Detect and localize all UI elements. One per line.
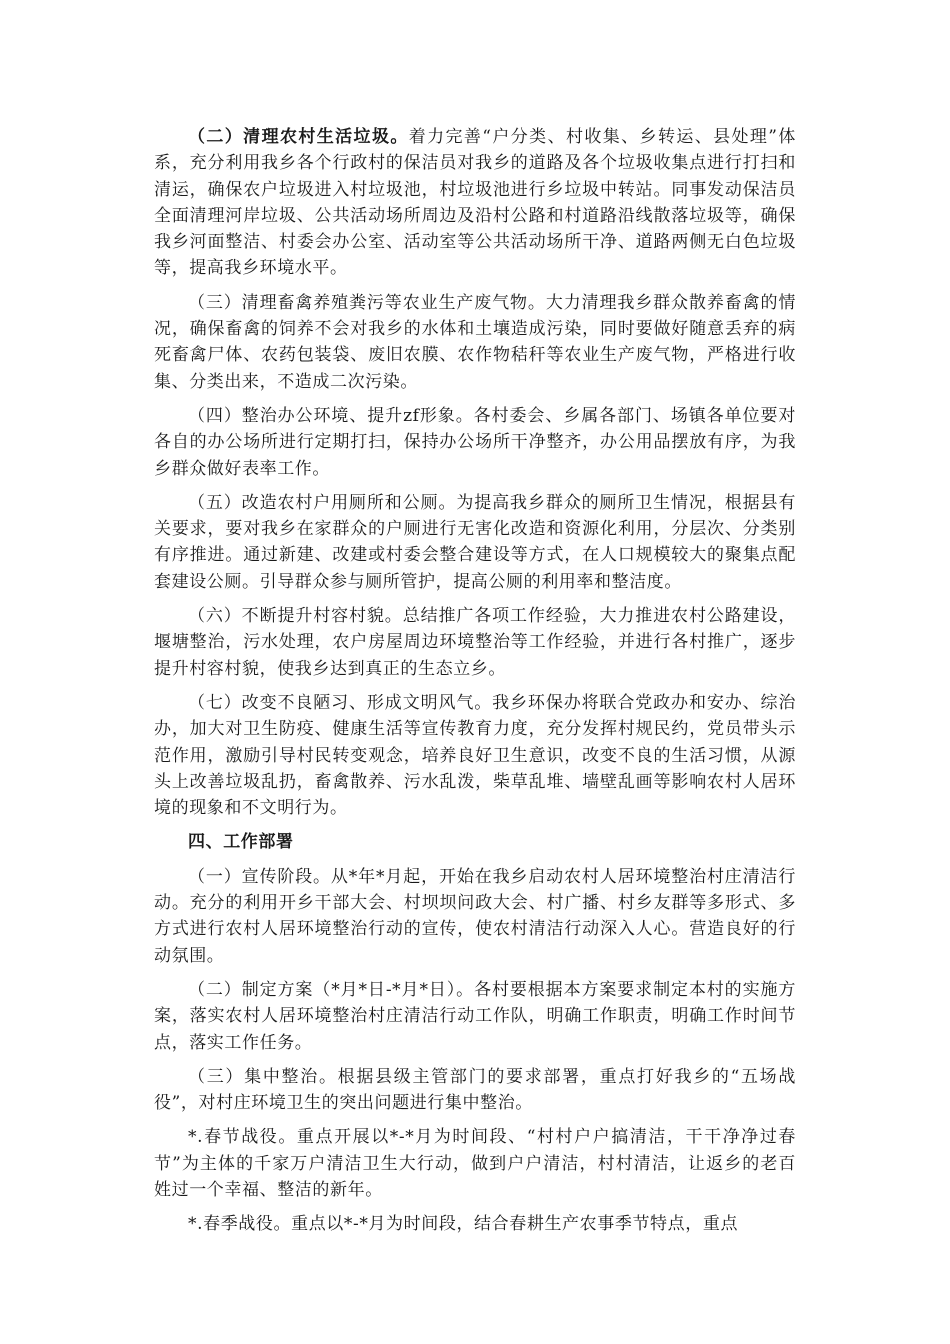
deploy-paragraph-4: *.春节战役。重点开展以*-*月为时间段、“村村户户搞清洁，干干净净过春节”为主体的千家万户清洁卫生大行动，做到户户清洁，村村清洁，让返乡的老百姓过一个幸福、整洁的新年。 <box>154 1127 796 1200</box>
paragraph-5: （五）改造农村户用厕所和公厕。为提高我乡群众的厕所卫生情况，根据县有关要求，要对我乡在家群众的户厕进行无害化改造和资源化利用，分层次、分类别有序推进。通过新建、改建或村委会整合建设等方式，在人口规模较大的聚集点配套建设公厕。引导群众参与厕所管护，提高公厕的利用率和整洁度。 <box>154 492 796 592</box>
paragraph-7: （七）改变不良陋习、形成文明风气。我乡环保办将联合党政办和安办、综治办，加大对卫生防疫、健康生活等宣传教育力度，充分发挥村规民约，党员带头示范作用，激励引导村民转变观念，培养良好卫生意识，改变不良的生活习惯，从源头上改善垃圾乱扔，畜禽散养、污水乱泼，柴草乱堆、墙壁乱画等影响农村人居环境的现象和不文明行为。 <box>154 692 796 819</box>
deploy-paragraph-3: （三）集中整治。根据县级主管部门的要求部署，重点打好我乡的“五场战役”，对村庄环境卫生的突出问题进行集中整治。 <box>154 1066 796 1114</box>
paragraph-3: （三）清理畜禽养殖粪污等农业生产废气物。大力清理我乡群众散养畜禽的情况，确保畜禽的饲养不会对我乡的水体和土壤造成污染，同时要做好随意丢弃的病死畜禽尸体、农药包装袋、废旧农膜、农作物秸秆等农业生产废气物，严格进行收集、分类出来，不造成二次污染。 <box>154 292 796 392</box>
paragraph-6: （六）不断提升村容村貌。总结推广各项工作经验，大力推进农村公路建设，堰塘整治，污水处理，农户房屋周边环境整治等工作经验，并进行各村推广，逐步提升村容村貌，使我乡达到真正的生态立乡。 <box>154 606 796 679</box>
section-heading: 四、工作部署 <box>188 832 294 853</box>
paragraph-2 <box>154 124 796 282</box>
paragraph-2-lead: （二）清理农村生活垃圾。 <box>188 127 409 147</box>
deploy-paragraph-5: *.春季战役。重点以*-*月为时间段，结合春耕生产农事季节特点，重点 <box>188 1214 739 1235</box>
deploy-paragraph-2: （二）制定方案（*月*日-*月*日）。各村要根据本方案要求制定本村的实施方案，落实农村人居环境整治村庄清洁行动工作队，明确工作职责，明确工作时间节点，落实工作任务。 <box>154 979 796 1053</box>
paragraph-4: （四）整治办公环境、提升zf形象。各村委会、乡属各部门、场镇各单位要对各自的办公场所进行定期打扫，保持办公场所干净整齐，办公用品摆放有序，为我乡群众做好表率工作。 <box>154 405 796 479</box>
paragraph-2-body: 着力完善“户分类、村收集、乡转运、县处理”体系，充分利用我乡各个行政村的保洁员对我乡的道路及各个垃圾收集点进行打扫和清运，确保农户垃圾进入村垃圾池，村垃圾池进行乡垃圾中转站。同事发动保洁员全面清理河岸垃圾、公共活动场所周边及沿村公路和村道路沿线散落垃圾等，确保我乡河面整洁、村委会办公室、活动室等公共活动场所干净、道路两侧无白色垃圾等，提高我乡环境水平。 <box>154 127 796 279</box>
deploy-paragraph-1: （一）宣传阶段。从*年*月起，开始在我乡启动农村人居环境整治村庄清洁行动。充分的利用开乡干部大会、村坝坝问政大会、村广播、村乡友群等多形式、多方式进行农村人居环境整治行动的宣传，使农村清洁行动深入人心。营造良好的行动氛围。 <box>154 866 796 966</box>
